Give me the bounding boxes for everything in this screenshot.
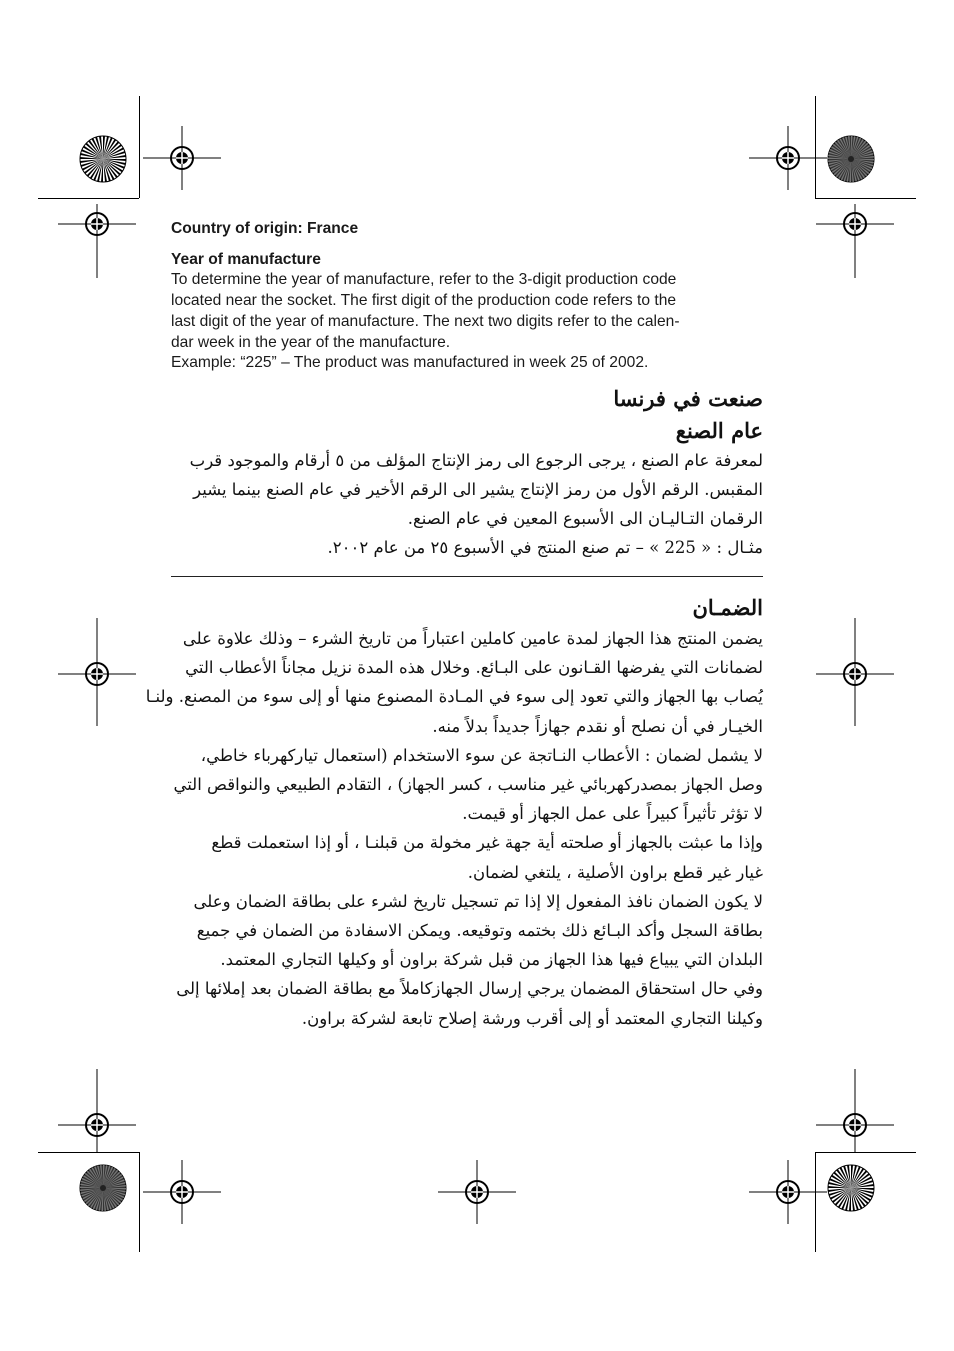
starburst-mark-icon xyxy=(79,135,127,183)
registration-mark-icon xyxy=(143,126,221,190)
registration-mark-icon xyxy=(816,1069,894,1157)
year-body-line: To determine the year of manufacture, refer to the 3-digit production code xyxy=(171,271,677,289)
registration-mark-icon xyxy=(749,1160,827,1224)
starburst-mark-icon xyxy=(827,135,875,183)
warranty-line: الخيـار في أن نصلح أو نقدم جهازاً جديداً بدلاً منه. xyxy=(432,716,763,736)
arabic-origin-heading: صنعت في فرنسا xyxy=(613,386,763,411)
arabic-warranty-section xyxy=(145,592,763,1033)
registration-mark-icon xyxy=(438,1160,516,1224)
starburst-mark-icon xyxy=(79,1164,127,1212)
warranty-line: يُصاب بها الجهاز والتي تعود إلى سوء في المـادة المصنوع منها أو إلى سوء من المصنع. ولنـا xyxy=(145,687,763,707)
warranty-line: غيار غير قطع براون الأصلية ، يلتغي لضمان. xyxy=(467,862,763,882)
registration-mark-icon xyxy=(58,618,136,726)
warranty-line: وصل الجهاز بمصدركهربائي غير مناسب ، كسر الجهاز) ، التقادم الطبيعي والنواقص التي xyxy=(173,775,763,795)
arabic-year-example: مثـال : « 225 » – تم صنع المنتج في الأسبوع ٢٥ من عام ٢٠٠٢. xyxy=(327,538,763,557)
warranty-line: وكيلنا التجاري المعتمد أو إلى أقرب ورشة إصلاح تابعة لشركة براون. xyxy=(301,1008,763,1028)
warranty-line: لضمانات التي يفرضها القـانون على البـائع. وخلال هذه المدة نزيل مجاناً الأعطاب التي xyxy=(185,658,763,678)
registration-mark-icon xyxy=(58,192,136,278)
arabic-year-line: الرقمان التـاليـان الى الأسبوع المعين في عام الصنع. xyxy=(407,509,763,528)
warranty-line: وفي حال استحقاق المضمان يرجي إرسال الجهازكاملاً مع بطاقة الضمان بعد إملائها إلى xyxy=(176,979,763,999)
warranty-line: وإذا ما عبثت بالجهاز أو صلحته أية جهة غير مخولة من قبلنـا ، أو إذا استعملت قطع xyxy=(211,833,763,853)
year-body-line: dar week in the year of the manufacture. xyxy=(171,333,451,351)
year-example: Example: “225” – The product was manufactured in week 25 of 2002. xyxy=(171,354,649,372)
arabic-origin-section xyxy=(171,384,763,562)
year-heading: Year of manufacture xyxy=(171,250,321,268)
crop-mark xyxy=(139,96,140,198)
crop-mark xyxy=(139,1152,140,1252)
warranty-line: بطاقة السجل وأكد البـائع ذلك بختمه وتوقيعه. ويمكن الاسفادة من الضمان في جميع xyxy=(196,921,763,941)
warranty-line: لا يكون الضمان نافذ المفعول إلا إذا تم تسجيل تاريخ لشرء على بطاقة الضمان وعلى xyxy=(193,891,763,911)
year-body-line: located near the socket. The first digit of the production code refers to the xyxy=(171,292,677,310)
starburst-mark-icon xyxy=(827,1164,875,1212)
warranty-line: يضمن المنتج هذا الجهاز لمدة عامين كاملين اعتباراً من تاريخ الشرء – وذلك علاوة على xyxy=(182,629,763,648)
registration-mark-icon xyxy=(58,1069,136,1157)
section-divider xyxy=(171,576,763,577)
arabic-year-line: لمعرفة عام الصنع ، يرجى الرجوع الى رمز الإنتاج المؤلف من ٥ أرقام والموجود قرب xyxy=(189,451,763,470)
registration-mark-icon xyxy=(816,192,894,278)
english-section xyxy=(171,219,771,374)
warranty-line: لا تؤثر تأثيراً كبيراً على عمل الجهاز أو قيمت. xyxy=(462,804,763,824)
warranty-heading: الضمـان xyxy=(692,595,763,620)
warranty-line: البلدان التي يبياع فيها هذا الجهاز من قبل شركة براون أو وكيلها التجاري المعتمد. xyxy=(220,950,763,970)
registration-mark-icon xyxy=(143,1160,221,1224)
origin-heading: Country of origin: France xyxy=(171,220,359,237)
registration-mark-icon xyxy=(816,618,894,726)
arabic-year-heading: عام الصنع xyxy=(675,418,763,443)
warranty-line: لا يشمل لضمان : الأعطاب النـاتجة عن سوء الاستخدام (استعمال تياركهرباء خاطي، xyxy=(200,745,763,765)
arabic-year-line: المقبس. الرقم الأول من رمز الإنتاج يشير الى الرقم الأخير في عام الصنع بينما يشير xyxy=(193,480,763,499)
year-body-line: last digit of the year of manufacture. The next two digits refer to the calen- xyxy=(171,312,680,330)
registration-mark-icon xyxy=(749,126,827,190)
